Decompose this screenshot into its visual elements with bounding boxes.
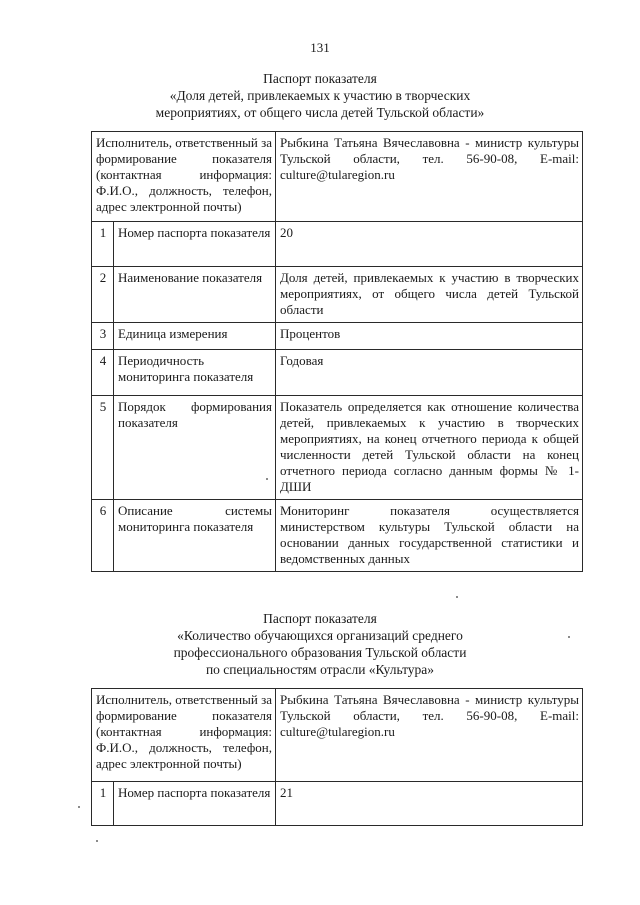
row-label: Описание системы мониторинга показателя xyxy=(114,500,276,572)
row-value: Показатель определяется как отношение количества детей, привлекаемых к участию в творческих мероприятиях, на конец отчетного периода к общей численности детей Тульской области на конец отчетного периода согласно данным формы № 1-ДШИ xyxy=(276,396,583,500)
section-1-heading: Паспорт показателя xyxy=(263,71,377,86)
row-value: Мониторинг показателя осуществляется министерством культуры Тульской области на основании данных государственной статистики и ведомственных данных xyxy=(276,500,583,572)
scan-speck xyxy=(456,596,458,598)
row-label: Порядок формирования показателя xyxy=(114,396,276,500)
section-2-subtitle-line-2: профессионального образования Тульской области xyxy=(173,645,467,660)
row-value: 20 xyxy=(276,222,583,267)
row-number: 6 xyxy=(92,500,114,572)
table-row xyxy=(92,689,583,782)
section-2-subtitle-line-1: «Количество обучающихся организаций среднего xyxy=(177,628,463,643)
row-number: 2 xyxy=(92,267,114,323)
scan-speck xyxy=(78,806,80,808)
table-row xyxy=(92,323,583,350)
row-label: Периодичность мониторинга показателя xyxy=(114,350,276,396)
table-row xyxy=(92,396,583,500)
table-row xyxy=(92,782,583,826)
executor-value: Рыбкина Татьяна Вячеславовна - министр культуры Тульской области, тел. 56-90-08, E-mail: culture@tularegion.ru xyxy=(276,689,583,782)
row-label: Номер паспорта показателя xyxy=(114,222,276,267)
row-value: 21 xyxy=(276,782,583,826)
row-label: Единица измерения xyxy=(114,323,276,350)
row-value: Процентов xyxy=(276,323,583,350)
row-number: 4 xyxy=(92,350,114,396)
scan-speck xyxy=(266,478,268,480)
row-value: Доля детей, привлекаемых к участию в творческих мероприятиях, от общего числа детей Тульской области xyxy=(276,267,583,323)
section-2-heading: Паспорт показателя xyxy=(263,611,377,626)
scan-speck xyxy=(96,840,98,842)
table-row xyxy=(92,132,583,222)
section-1-title xyxy=(0,70,640,121)
row-number: 1 xyxy=(92,782,114,826)
section-1-subtitle-line-2: мероприятиях, от общего числа детей Тульской области» xyxy=(155,105,485,120)
section-1-table xyxy=(91,131,583,572)
section-2-title xyxy=(0,610,640,678)
section-1-subtitle-line-1: «Доля детей, привлекаемых к участию в творческих xyxy=(169,88,471,103)
executor-label: Исполнитель, ответственный за формирование показателя (контактная информация: Ф.И.О., должность, телефон, адрес электронной почты) xyxy=(92,689,276,782)
page-number: 131 xyxy=(310,40,330,55)
table-row xyxy=(92,267,583,323)
row-value: Годовая xyxy=(276,350,583,396)
executor-value: Рыбкина Татьяна Вячеславовна - министр культуры Тульской области, тел. 56-90-08, E-mail: culture@tularegion.ru xyxy=(276,132,583,222)
row-label: Номер паспорта показателя xyxy=(114,782,276,826)
table-row xyxy=(92,500,583,572)
scan-speck xyxy=(568,636,570,638)
table-row xyxy=(92,350,583,396)
section-2-subtitle-line-3: по специальностям отрасли «Культура» xyxy=(205,662,435,677)
row-number: 3 xyxy=(92,323,114,350)
executor-label: Исполнитель, ответственный за формирование показателя (контактная информация: Ф.И.О., должность, телефон, адрес электронной почты) xyxy=(92,132,276,222)
table-row xyxy=(92,222,583,267)
row-number: 1 xyxy=(92,222,114,267)
section-2-table xyxy=(91,688,583,826)
row-label: Наименование показателя xyxy=(114,267,276,323)
row-number: 5 xyxy=(92,396,114,500)
